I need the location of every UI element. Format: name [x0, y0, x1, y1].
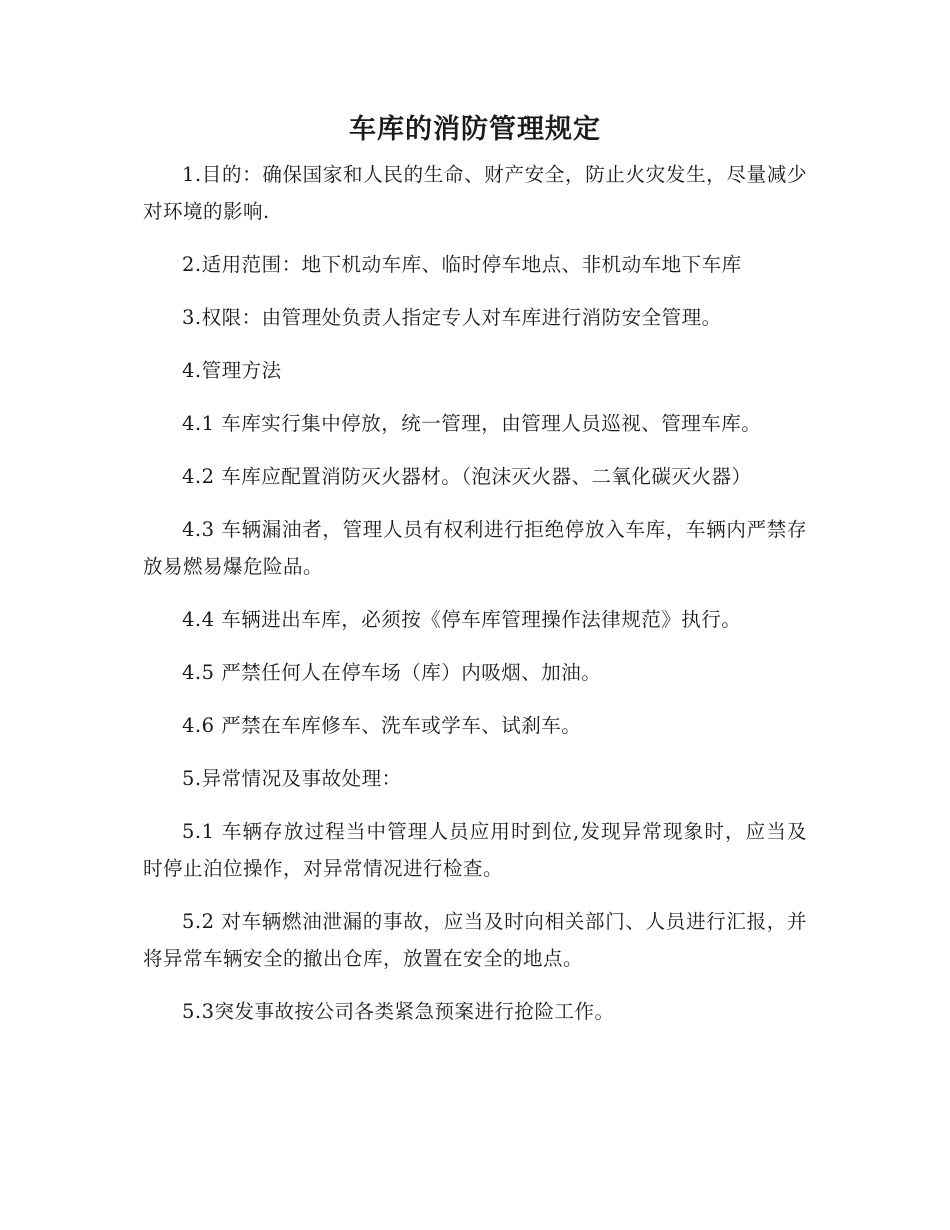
paragraph-2-scope: 2.适用范围：地下机动车库、临时停车地点、非机动车地下车库 — [182, 253, 742, 276]
paragraph-5-3: 5.3突发事故按公司各类紧急预案进行抢险工作。 — [182, 1000, 615, 1023]
document-title: 车库的消防管理规定 — [349, 114, 601, 145]
paragraph-1-purpose: 1.目的：确保国家和人民的生命、财产安全，防止火灾发生，尽量减少对环境的影响. — [143, 163, 807, 223]
paragraph-5-2: 5.2 对车辆燃油泄漏的事故，应当及时向相关部门、人员进行汇报，并将异常车辆安全的撤出仓库，放置在安全的地点。 — [143, 910, 807, 970]
paragraph-4-2: 4.2 车库应配置消防灭火器材。（泡沫灭火器、二氧化碳灭火器） — [182, 465, 752, 488]
document-body — [143, 156, 807, 1030]
paragraph-3-authority: 3.权限：由管理处负责人指定专人对车库进行消防安全管理。 — [182, 306, 722, 329]
paragraph-4-management-method: 4.管理方法 — [182, 359, 282, 382]
paragraph-5-1: 5.1 车辆存放过程当中管理人员应用时到位,发现异常现象时，应当及时停止泊位操作，对异常情况进行检查。 — [143, 820, 807, 880]
paragraph-4-5: 4.5 严禁任何人在停车场（库）内吸烟、加油。 — [182, 661, 602, 684]
paragraph-4-3: 4.3 车辆漏油者，管理人员有权利进行拒绝停放入车库，车辆内严禁存放易燃易爆危险品。 — [143, 518, 807, 578]
paragraph-4-1: 4.1 车库实行集中停放，统一管理，由管理人员巡视、管理车库。 — [182, 412, 762, 435]
paragraph-4-4: 4.4 车辆进出车库，必须按《停车库管理操作法律规范》执行。 — [182, 608, 742, 631]
paragraph-5-incident-handling: 5.异常情况及事故处理： — [182, 767, 402, 790]
paragraph-4-6: 4.6 严禁在车库修车、洗车或学车、试刹车。 — [182, 714, 582, 737]
